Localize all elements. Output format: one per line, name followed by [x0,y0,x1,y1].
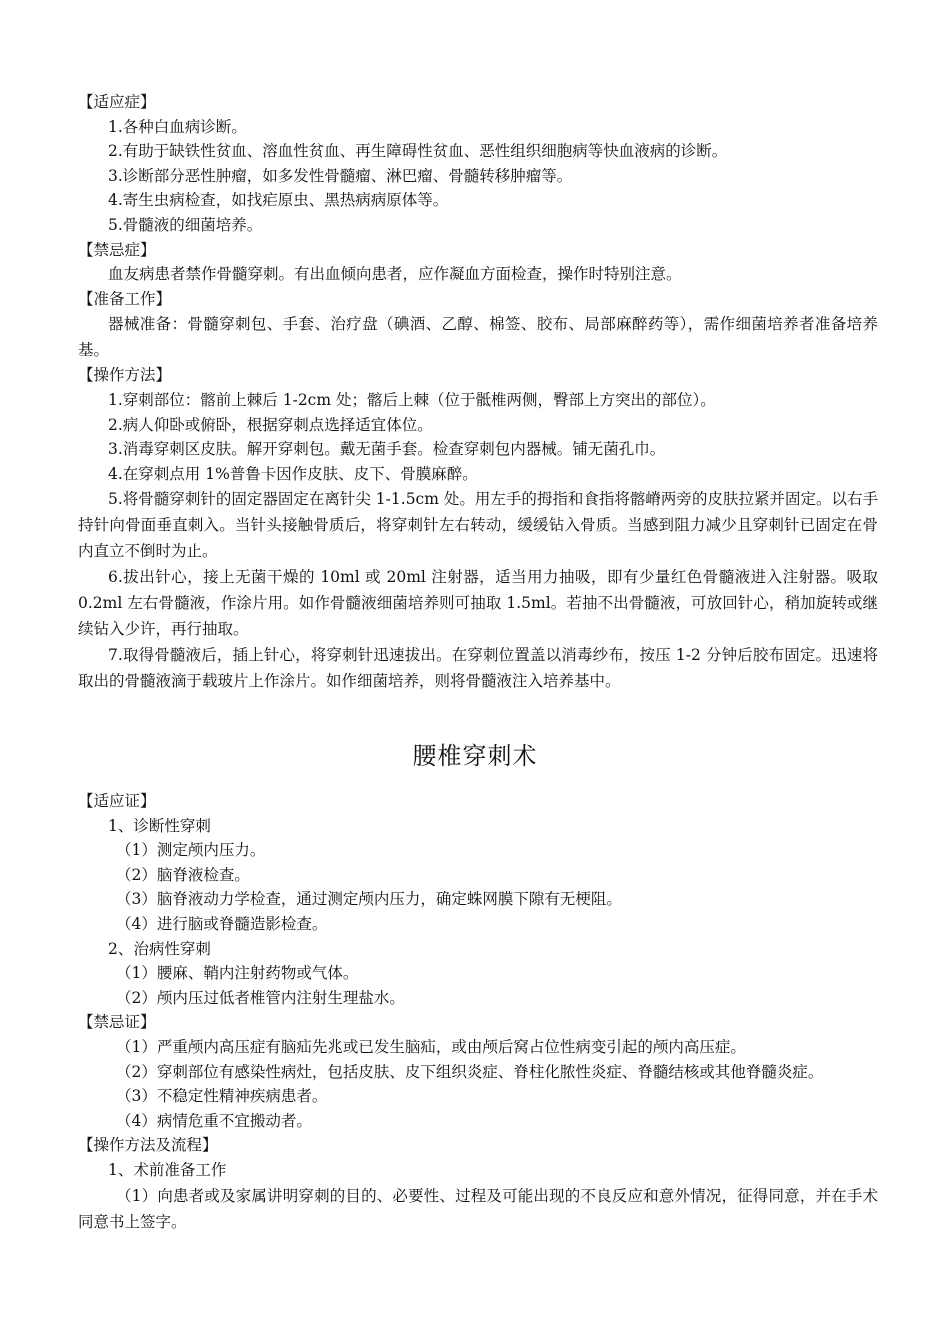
diagnostic-item: （1）测定颅内压力。 [116,841,266,860]
contraindication-item: （4）病情危重不宜搬动者。 [116,1111,312,1130]
preparation-heading: 【准备工作】 [78,289,172,308]
procedure-step: 1.穿刺部位：髂前上棘后 1-2cm 处；髂后上棘（位于骶椎两侧，臀部上方突出的部位）。 [108,390,716,409]
procedure-step: 2.病人仰卧或俯卧，根据穿刺点选择适宜体位。 [108,415,433,434]
indication-item: 1.各种白血病诊断。 [108,117,247,136]
procedure-step: 6.拔出针心，接上无菌干燥的 10ml 或 20ml 注射器，适当用力抽吸，即有少量红色骨髓液进入注射器。吸取 0.2ml 左右骨髓液，作涂片用。如作骨髓液细菌培养则可抽取 1.5ml。若抽不出骨髓液，可放回针心，稍加旋转或继续钻入少许，再行抽取。 [78,568,878,639]
contraindication-item: （3）不稳定性精神疾病患者。 [116,1087,328,1106]
indication-item: 3.诊断部分恶性肿瘤，如多发性骨髓瘤、淋巴瘤、骨髓转移肿瘤等。 [108,166,573,185]
therapeutic-item: （2）颅内压过低者椎管内注射生理盐水。 [116,988,405,1007]
contraindications-heading: 【禁忌症】 [78,240,156,259]
indications-heading: 【适应症】 [78,93,156,111]
procedure-heading: 【操作方法及流程】 [78,1136,218,1155]
procedure-heading: 【操作方法】 [78,366,172,385]
indications-heading: 【适应证】 [78,792,156,810]
therapeutic-item: （1）腰麻、鞘内注射药物或气体。 [116,964,359,983]
diagnostic-item: （3）脑脊液动力学检查，通过测定颅内压力，确定蛛网膜下隙有无梗阻。 [116,890,622,909]
diagnostic-heading: 1、诊断性穿刺 [108,816,211,835]
preop-item: （1）向患者或及家属讲明穿刺的目的、必要性、过程及可能出现的不良反应和意外情况，征得同意，并在手术同意书上签字。 [78,1186,878,1231]
therapeutic-heading: 2、治病性穿刺 [108,939,211,958]
lumbar-puncture-section [78,789,878,1235]
indication-item: 2.有助于缺铁性贫血、溶血性贫血、再生障碍性贫血、恶性组织细胞病等快血液病的诊断。 [108,142,728,161]
indication-item: 5.骨髓液的细菌培养。 [108,215,263,234]
procedure-step: 4.在穿刺点用 1%普鲁卡因作皮肤、皮下、骨膜麻醉。 [108,464,478,483]
preparation-text: 器械准备：骨髓穿刺包、手套、治疗盘（碘酒、乙醇、棉签、胶布、局部麻醉药等），需作细菌培养者准备培养基。 [78,315,878,360]
contraindications-heading: 【禁忌证】 [78,1013,156,1032]
diagnostic-item: （2）脑脊液检查。 [116,865,250,884]
contraindications-text: 血友病患者禁作骨髓穿刺。有出血倾向患者，应作凝血方面检查，操作时特别注意。 [108,265,682,284]
procedure-step: 5.将骨髓穿刺针的固定器固定在离针尖 1-1.5cm 处。用左手的拇指和食指将髂嵴两旁的皮肤拉紧并固定。以右手持针向骨面垂直刺入。当针头接触骨质后，将穿刺针左右转动，缓缓钻入骨质。当感到阻力减少且穿刺针已固定在骨内直立不倒时为止。 [78,490,878,561]
contraindication-item: （2）穿刺部位有感染性病灶，包括皮肤、皮下组织炎症、脊柱化脓性炎症、脊髓结核或其他脊髓炎症。 [116,1062,824,1081]
lumbar-puncture-title: 腰椎穿刺术 [412,742,538,770]
procedure-step: 7.取得骨髓液后，插上针心，将穿刺针迅速拔出。在穿刺位置盖以消毒纱布，按压 1-2 分钟后胶布固定。迅速将取出的骨髓液滴于载玻片上作涂片。如作细菌培养，则将骨髓液注入培养基中。 [78,646,878,691]
preop-heading: 1、术前准备工作 [108,1160,227,1179]
indication-item: 4.寄生虫病检查，如找疟原虫、黑热病病原体等。 [108,191,449,210]
contraindication-item: （1）严重颅内高压症有脑疝先兆或已发生脑疝，或由颅后窝占位性病变引起的颅内高压症。 [116,1037,746,1056]
procedure-step: 3.消毒穿刺区皮肤。解开穿刺包。戴无菌手套。检查穿刺包内器械。铺无菌孔巾。 [108,440,666,459]
bone-marrow-section [78,90,878,694]
diagnostic-item: （4）进行脑或脊髓造影检查。 [116,914,328,933]
